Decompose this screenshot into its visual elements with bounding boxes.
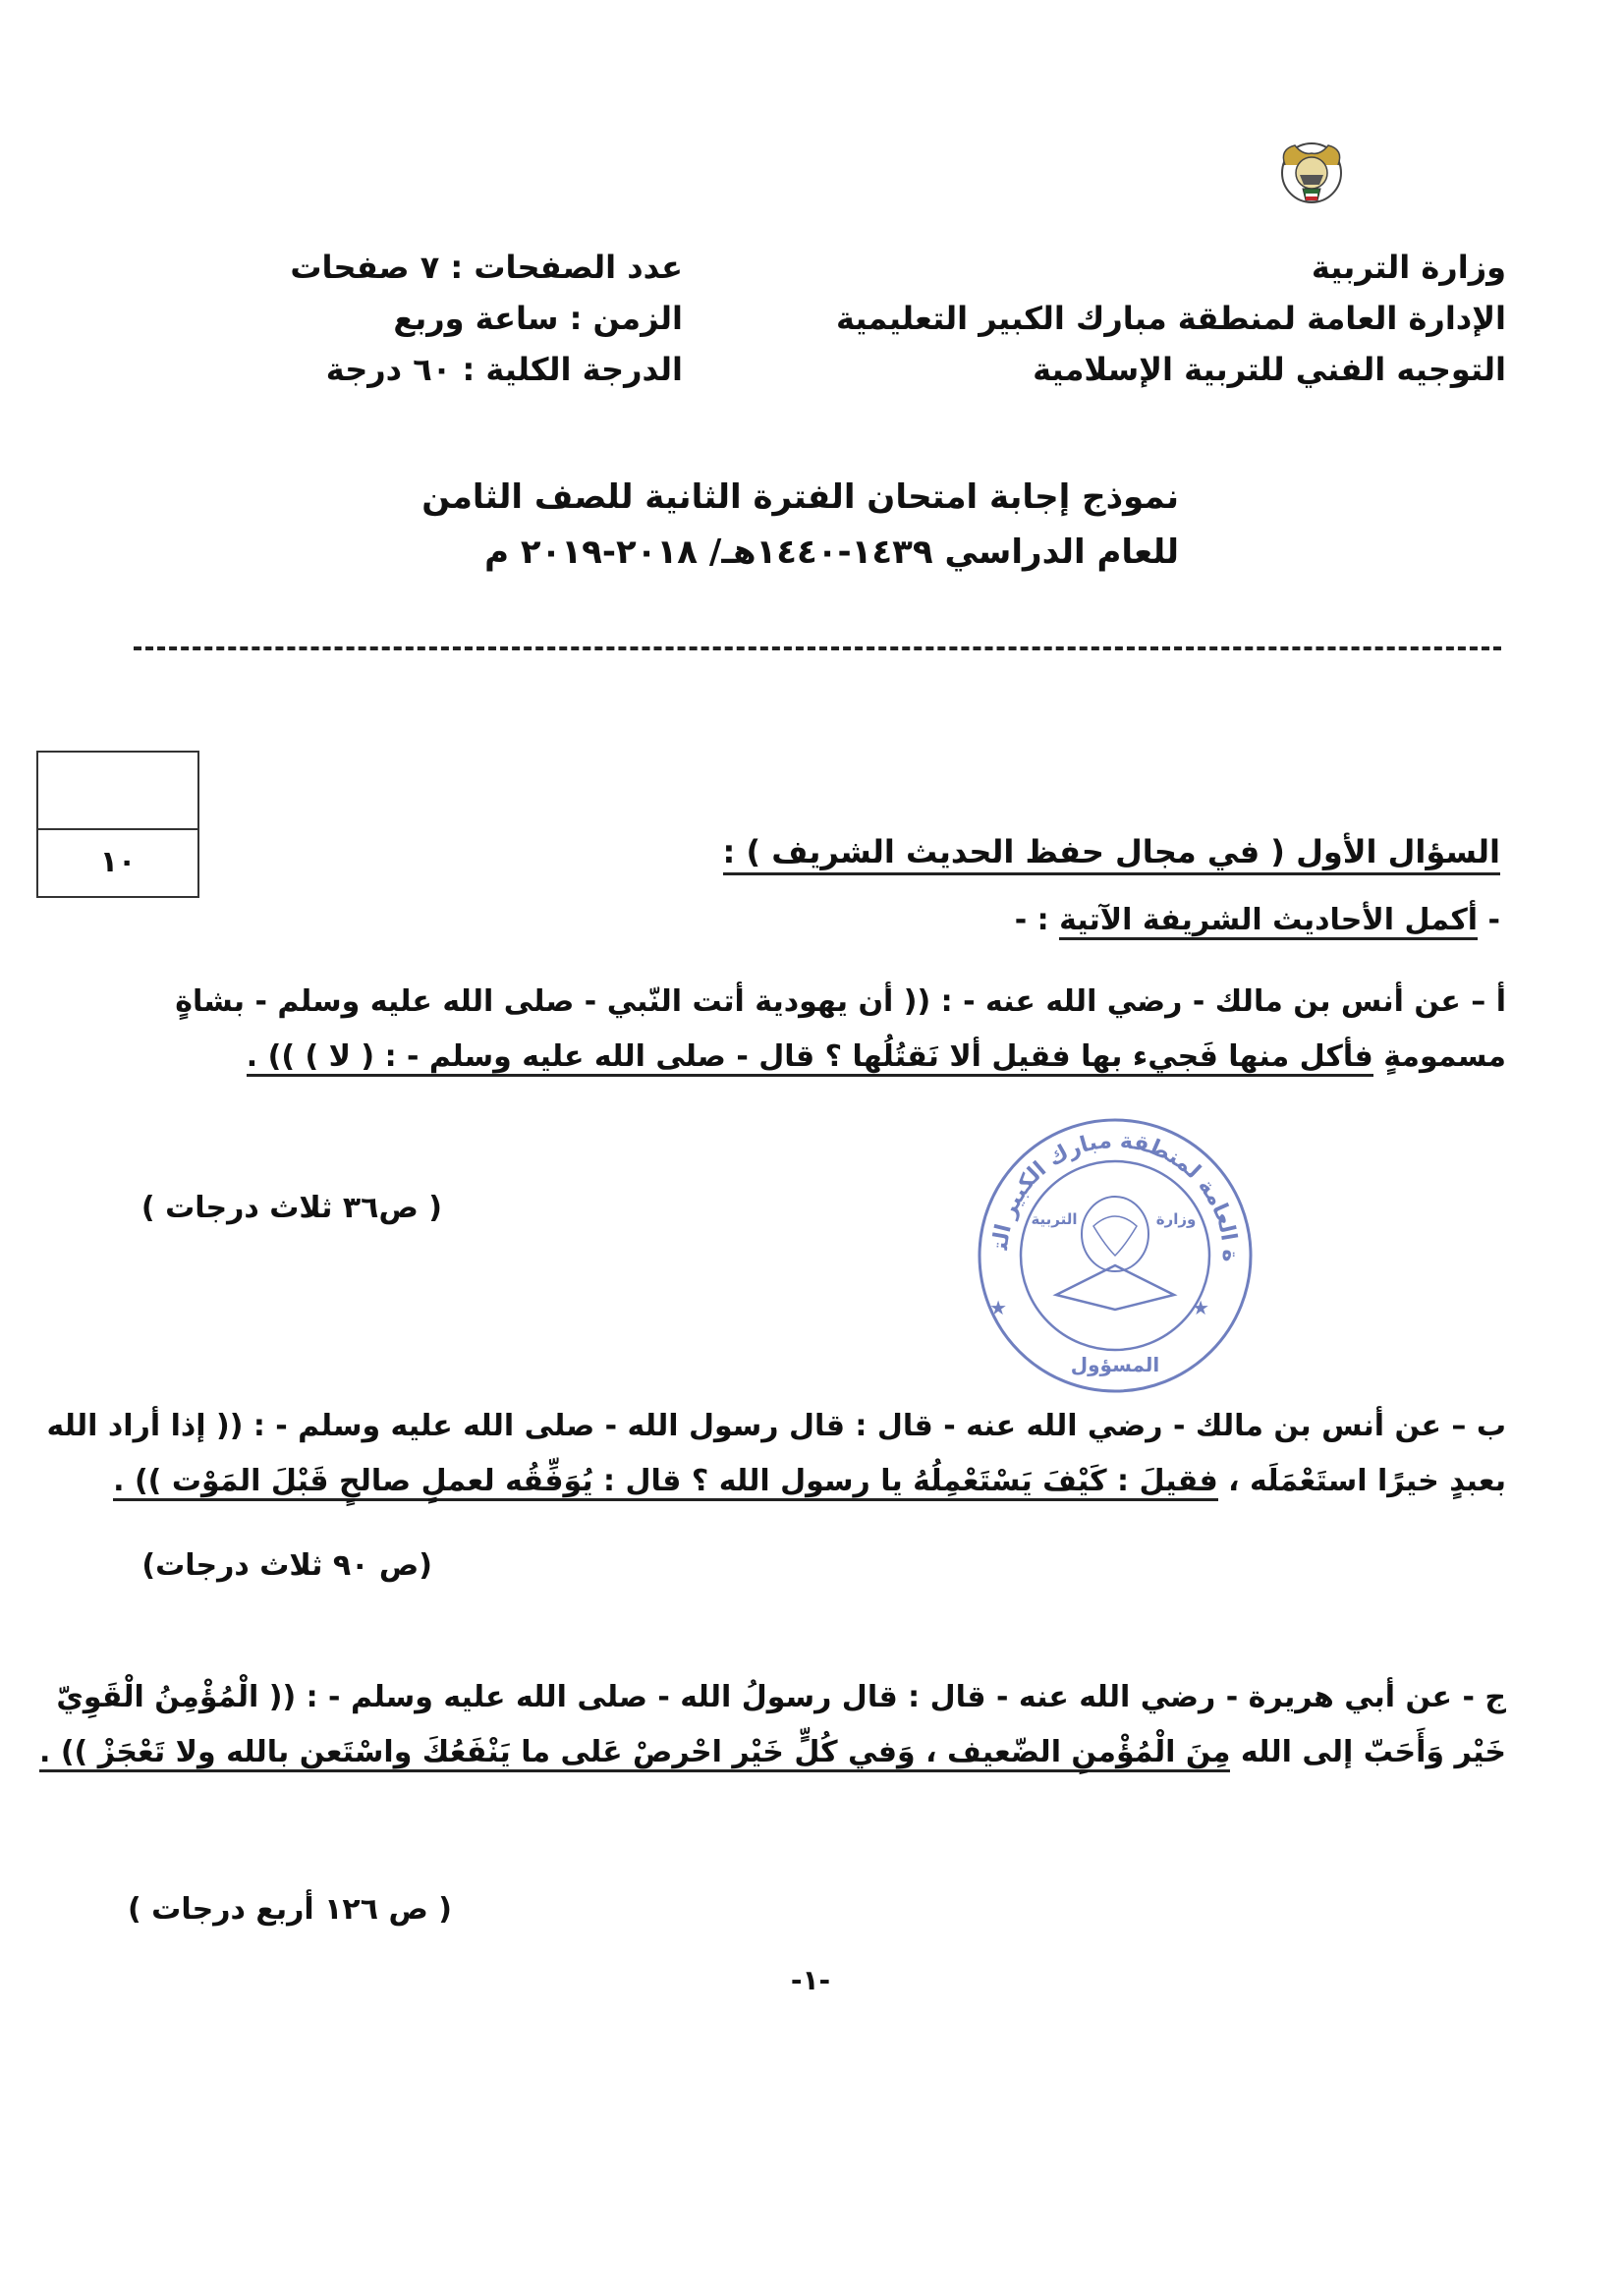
hadith-c-answer: مِنَ الْمُؤْمنِ الضّعيف ، وَفي كُلٍّ خَيْر احْرصْ عَلى ما يَنْفَعُكَ واسْتَعن بالله ولا تَعْجَزْ )) . [39, 1735, 1230, 1772]
hadith-b-line-2 [111, 1454, 1506, 1509]
hadith-a-line-2 [111, 1030, 1506, 1085]
title-line-1: نموذج إجابة امتحان الفترة الثانية للصف الثامن [421, 477, 1179, 517]
header-organization [759, 242, 1506, 395]
official-stamp [968, 1108, 1262, 1403]
hadith-b-given-text: بعبدٍ خيرًا استَعْمَلَه ، [1217, 1464, 1506, 1498]
hadith-b-points: (ص ٩٠ ثلاث درجات) [141, 1548, 432, 1583]
hadith-c [39, 1670, 1506, 1780]
hadith-a-given-text: مسمومةٍ [1372, 1039, 1506, 1074]
stamp-inner-left: وزارة [1155, 1210, 1197, 1228]
hadith-b-line-1: ب – عن أنس بن مالك - رضي الله عنه - قال : قال رسول الله - صلى الله عليه وسلم - : (( إذا أراد الله [46, 1409, 1506, 1443]
question-heading-text: السؤال الأول ( في مجال حفظ الحديث الشريف ) : [723, 833, 1500, 875]
score-box-divider [38, 828, 197, 830]
svg-text:الإدارة العامة لمنطقة مبارك ال [968, 1108, 1242, 1261]
department-name: التوجيه الفني للتربية الإسلامية [1033, 351, 1506, 388]
exam-time: الزمن : ساعة وربع [393, 300, 683, 337]
hadith-c-points: ( ص ١٢٦ أربع درجات ) [128, 1892, 452, 1927]
instruction-text: أكمل الأحاديث الشريفة الآتية [1059, 903, 1478, 940]
kuwait-emblem-icon [1273, 136, 1350, 216]
directorate-name: الإدارة العامة لمنطقة مبارك الكبير التعليمية [835, 300, 1506, 337]
stamp-ring-text: ة العامة لمنطقة مبارك الكبير الت [988, 1128, 1243, 1262]
hadith-a [111, 975, 1506, 1085]
score-box [36, 751, 199, 898]
hadith-b-answer: فقيلَ : كَيْفَ يَسْتَعْمِلُهُ يا رسول الله ؟ قال : يُوَفِّقُه لعملٍ صالحٍ قَبْلَ المَوْت )) . [113, 1464, 1218, 1501]
stamp-bottom-text: المسؤول [1070, 1353, 1160, 1376]
total-grade: الدرجة الكلية : ٦٠ درجة [325, 351, 683, 388]
hadith-b [46, 1399, 1506, 1509]
stamp-inner-right: التربية [1031, 1210, 1078, 1228]
header-exam-info [172, 242, 683, 395]
instruction-prefix: - [1478, 903, 1500, 937]
page-count: عدد الصفحات : ٧ صفحات [290, 249, 683, 286]
instruction-suffix: : - [1014, 903, 1060, 937]
page-number: -١- [790, 1964, 831, 1996]
page-title [295, 470, 1179, 580]
score-value: ١٠ [99, 845, 137, 879]
hadith-a-answer: فأكل منها فَجيء بها فقيل ألا نَقتُلُها ؟ قال - صلى الله عليه وسلم - : ( لا ) )) . [247, 1039, 1373, 1077]
ministry-name: وزارة التربية [1311, 249, 1506, 286]
dashed-divider [134, 646, 1501, 650]
hadith-a-points: ( ص٣٦ ثلاث درجات ) [140, 1191, 442, 1225]
hadith-c-line-1: ج - عن أبي هريرة - رضي الله عنه - قال : قال رسولُ الله - صلى الله عليه وسلم - : (( الْمُؤْمِنُ الْقَوِيّ [56, 1680, 1506, 1714]
question-heading [616, 828, 1500, 875]
question-instruction [616, 897, 1500, 944]
svg-text:★: ★ [989, 1296, 1007, 1319]
title-line-2: للعام الدراسي ١٤٣٩-١٤٤٠هـ/ ٢٠١٨-٢٠١٩ م [484, 532, 1179, 572]
svg-text:★: ★ [1192, 1296, 1209, 1319]
hadith-a-line-1: أ – عن أنس بن مالك - رضي الله عنه - : (( أن يهودية أتت النّبي - صلى الله عليه وسلم - بشاةٍ [175, 984, 1506, 1019]
hadith-c-line-2 [39, 1725, 1506, 1780]
hadith-c-given-text: خَيْر وَأَحَبّ إلى الله [1230, 1735, 1506, 1769]
